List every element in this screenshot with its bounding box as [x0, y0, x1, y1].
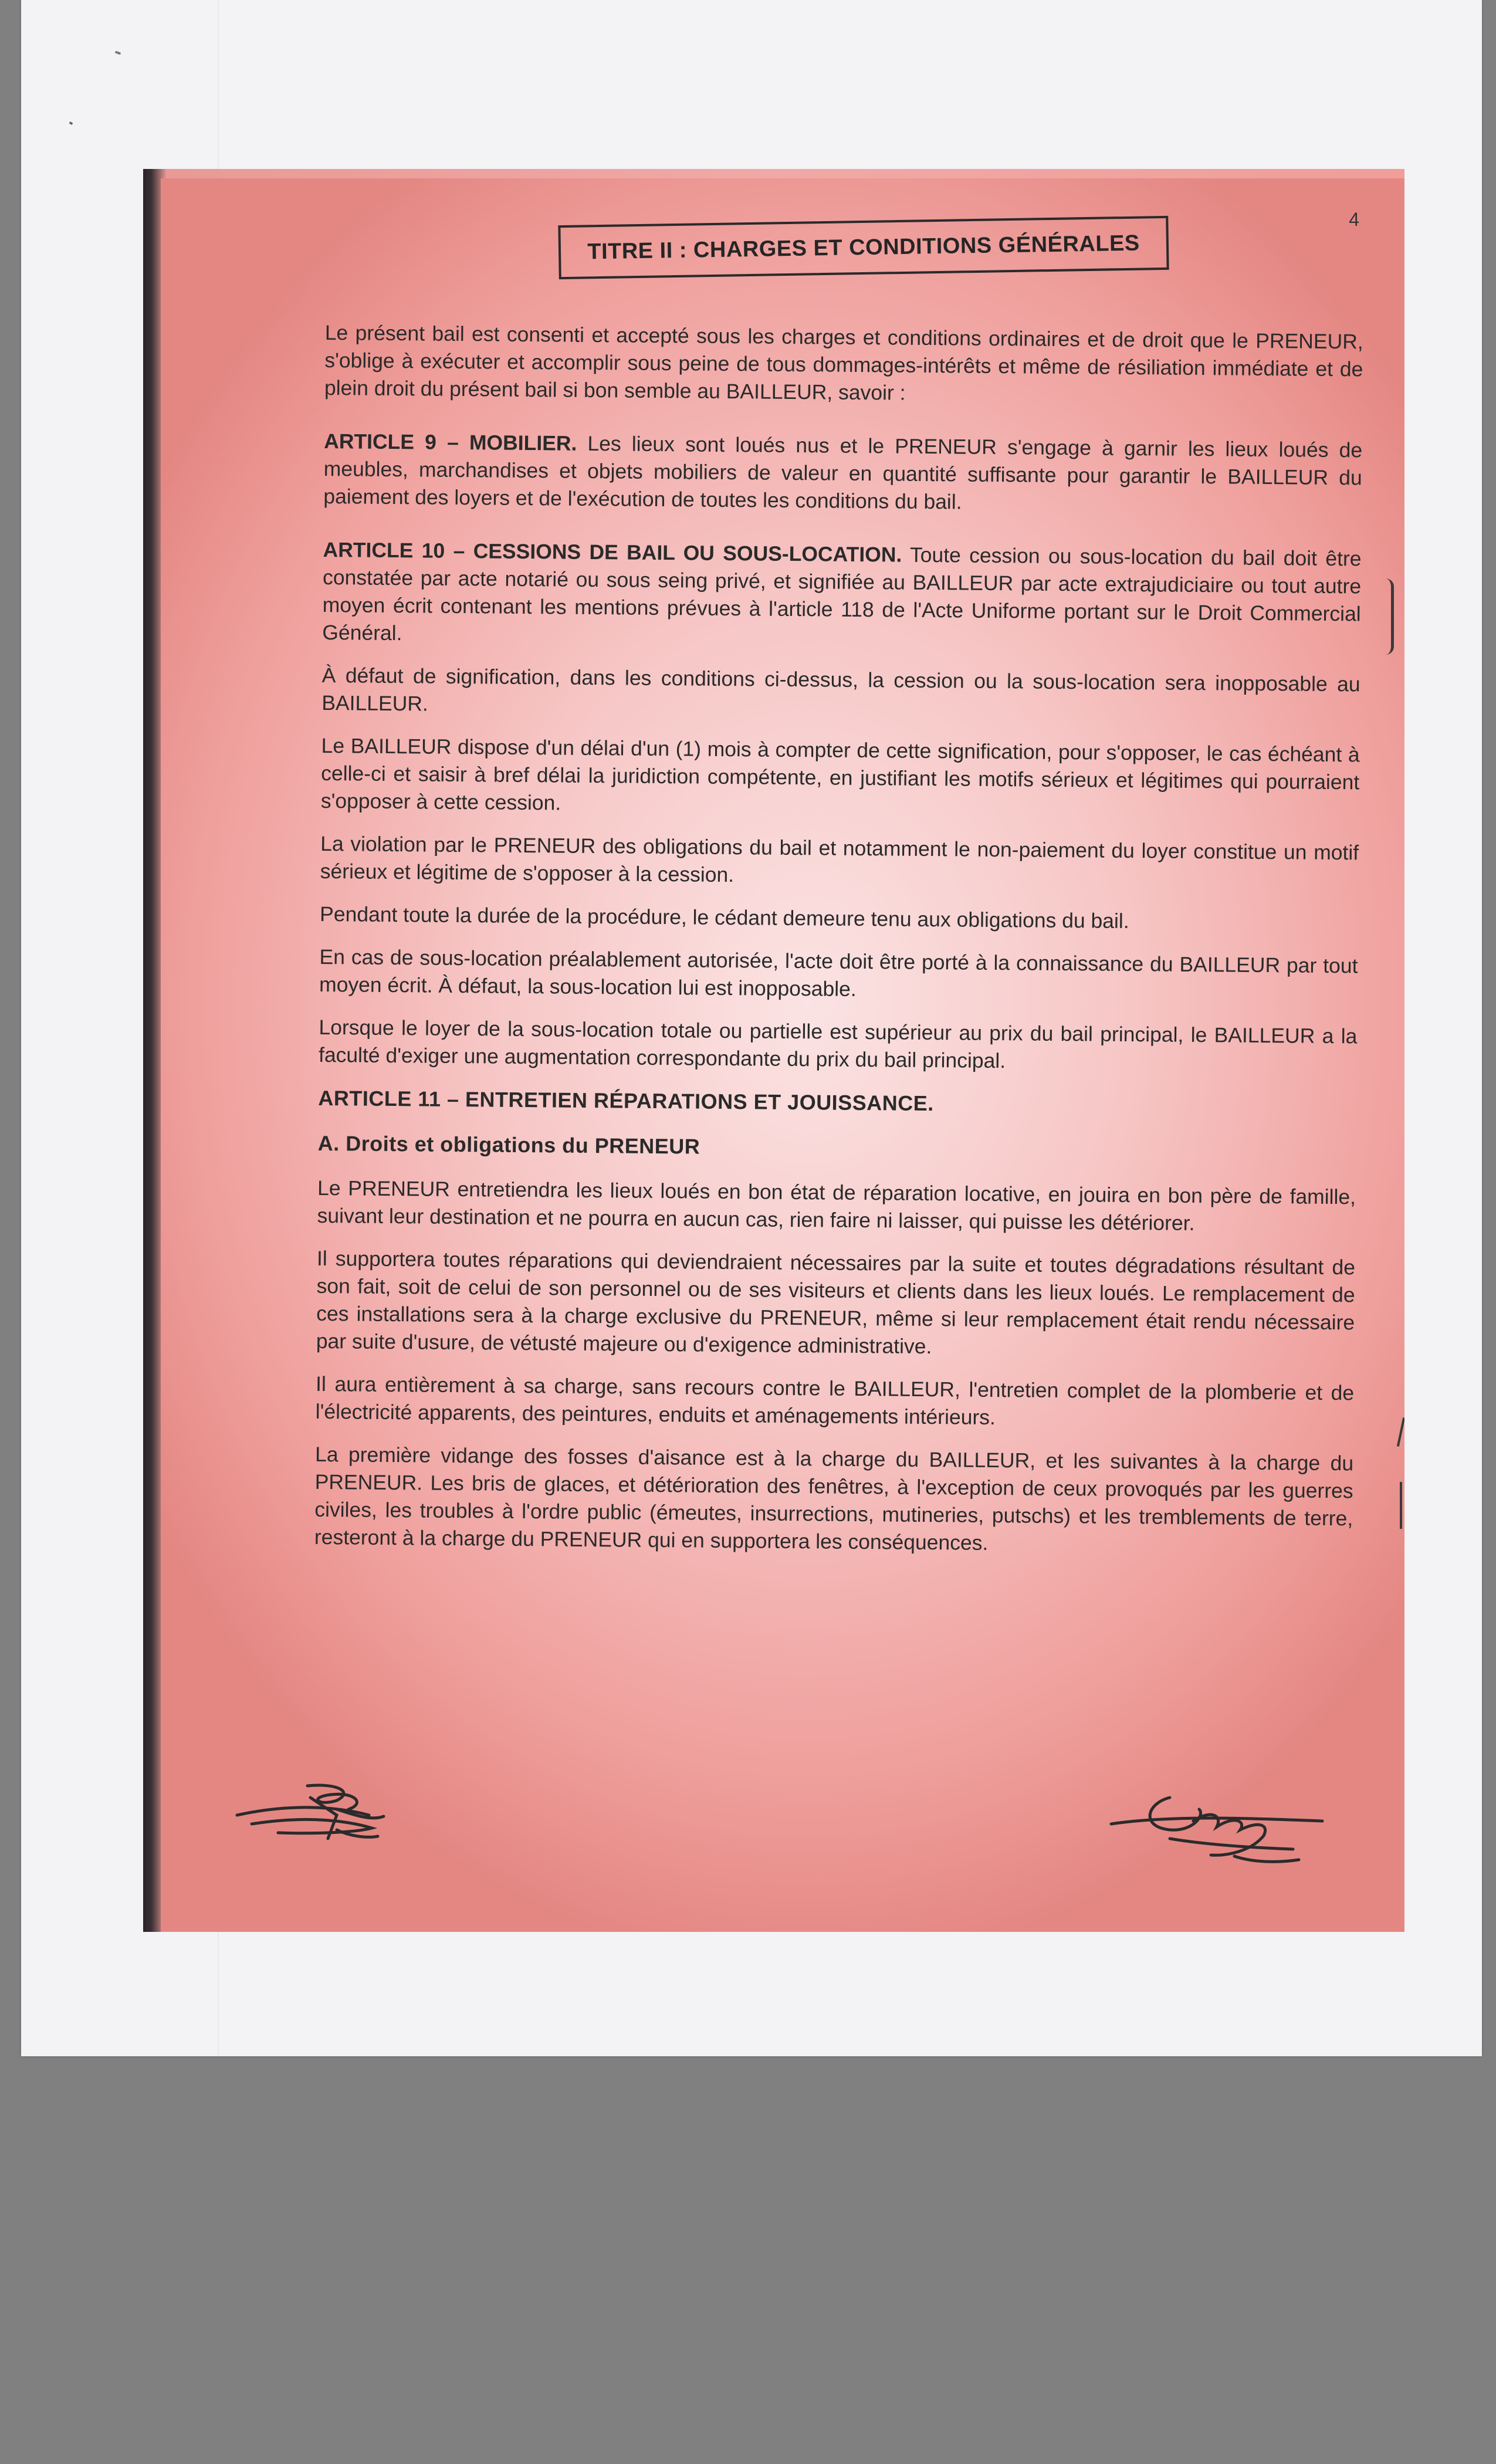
margin-bracket-mark: [1383, 578, 1394, 655]
article-11-paragraph: Il supportera toutes réparations qui deviendraient nécessaires par la suite et toutes dégradations résultant de son fait, soit de celui de son personnel ou de ses visiteurs et clients dans les lieux loués. Le remplacement de ces installations sera à la charge exclusive du PRENEUR, même si leur remplacement était rendu nécessaire par suite d'usure, de vétusté majeure ou d'exigence administrative.: [316, 1246, 1356, 1359]
article-10-paragraph: Lorsque le loyer de la sous-location totale ou partielle est supérieur au prix du bail principal, le BAILLEUR a la faculté d'exiger une augmentation correspondante du prix du bail principal.: [318, 1015, 1358, 1073]
scan-speck: [115, 50, 121, 55]
section-title: TITRE II : CHARGES ET CONDITIONS GÉNÉRALES: [587, 231, 1140, 264]
article-10-paragraph: La violation par le PRENEUR des obligations du bail et notamment le non-paiement du loyer constitue un motif sérieux et légitime de s'opposer à la cession.: [320, 831, 1359, 887]
article-10-paragraph: À défaut de signification, dans les conditions ci-dessus, la cession ou la sous-location sera inopposable au BAILLEUR.: [321, 663, 1360, 716]
page-number: 4: [1349, 209, 1360, 230]
article-10-text: Toute cession ou sous-location du bail doit être constatée par acte notarié ou sous seing privé, et signifiée au BAILLEUR par acte extrajudiciaire ou tout autre moyen écrit contenant les mentions prévues à l'article 118 de l'Acte Uniforme portant sur le Droit Commercial Général.: [322, 543, 1362, 645]
article-11-paragraph: Il aura entièrement à sa charge, sans recours contre le BAILLEUR, l'entretien complet de la plomberie et de l'électricité apparents, des peintures, enduits et aménagements intérieurs.: [315, 1372, 1355, 1430]
article-11-subheading: A. Droits et obligations du PRENEUR: [317, 1131, 700, 1159]
article-11-paragraph: Le PRENEUR entretiendra les lieux loués en bon état de réparation locative, en jouira en bon père de famille, suivant leur destination et ne pourra en aucun cas, rien faire ni laisser, qui puisse les détériorer.: [317, 1176, 1356, 1235]
article-9-heading: ARTICLE 9 – MOBILIER.: [324, 429, 577, 455]
margin-pen-mark: [1400, 1482, 1402, 1529]
photographed-page: [143, 169, 1404, 1932]
article-9-text: Les lieux sont loués nus et le PRENEUR s'engage à garnir les lieux loués de meubles, marchandises et objets mobiliers de valeur en quantité suffisante pour garantir le BAILLEUR du paiement des loyers et de l'exécution de toutes les conditions du bail.: [323, 431, 1363, 514]
article-10-paragraph: Pendant toute la durée de la procédure, le cédant demeure tenu aux obligations du bail.: [319, 902, 1129, 933]
article-10-heading: ARTICLE 10 – CESSIONS DE BAIL OU SOUS-LOCATION.: [323, 537, 902, 567]
margin-pen-mark: [1397, 1417, 1404, 1447]
article-10-paragraph: [322, 536, 1362, 655]
scanned-sheet: [21, 0, 1482, 2056]
signature-left: [237, 1785, 384, 1839]
page-paper: [161, 178, 1404, 1932]
document-body: [314, 319, 1363, 1575]
scan-speck: [69, 121, 73, 125]
signature-right: [1111, 1798, 1322, 1861]
section-title-box: [558, 216, 1169, 279]
article-11-paragraph: La première vidange des fosses d'aisance est à la charge du BAILLEUR, et les suivantes à la charge du PRENEUR. Les bris de glaces, et détérioration des fenêtres, à l'exception de ceux provoqués par les guerres civiles, les troubles à l'ordre public (émeutes, insurrections, mutineries, putschs) et les tremblements de terre, resteront à la charge du PRENEUR qui en supportera les conséquences.: [314, 1442, 1354, 1555]
article-11-heading: ARTICLE 11 – ENTRETIEN RÉPARATIONS ET JOUISSANCE.: [318, 1085, 934, 1116]
article-10-paragraph: En cas de sous-location préalablement autorisée, l'acte doit être porté à la connaissance du BAILLEUR par tout moyen écrit. À défaut, la sous-location lui est inopposable.: [319, 945, 1358, 1001]
intro-paragraph: Le présent bail est consenti et accepté sous les charges et conditions ordinaires et de droit que le PRENEUR, s'oblige à exécuter et accomplir sous peine de tous dommages-intérêts et même de résiliation immédiate et de plein droit du présent bail si bon semble au BAILLEUR, savoir :: [324, 320, 1363, 405]
article-9-paragraph: [323, 428, 1362, 519]
article-10-paragraph: Le BAILLEUR dispose d'un délai d'un (1) mois à compter de cette signification, pour s'opposer, le cas échéant à celle-ci et saisir à bref délai la juridiction compétente, en justifiant les motifs sérieux et légitimes qui pourraient s'opposer à cette cession.: [320, 733, 1360, 815]
